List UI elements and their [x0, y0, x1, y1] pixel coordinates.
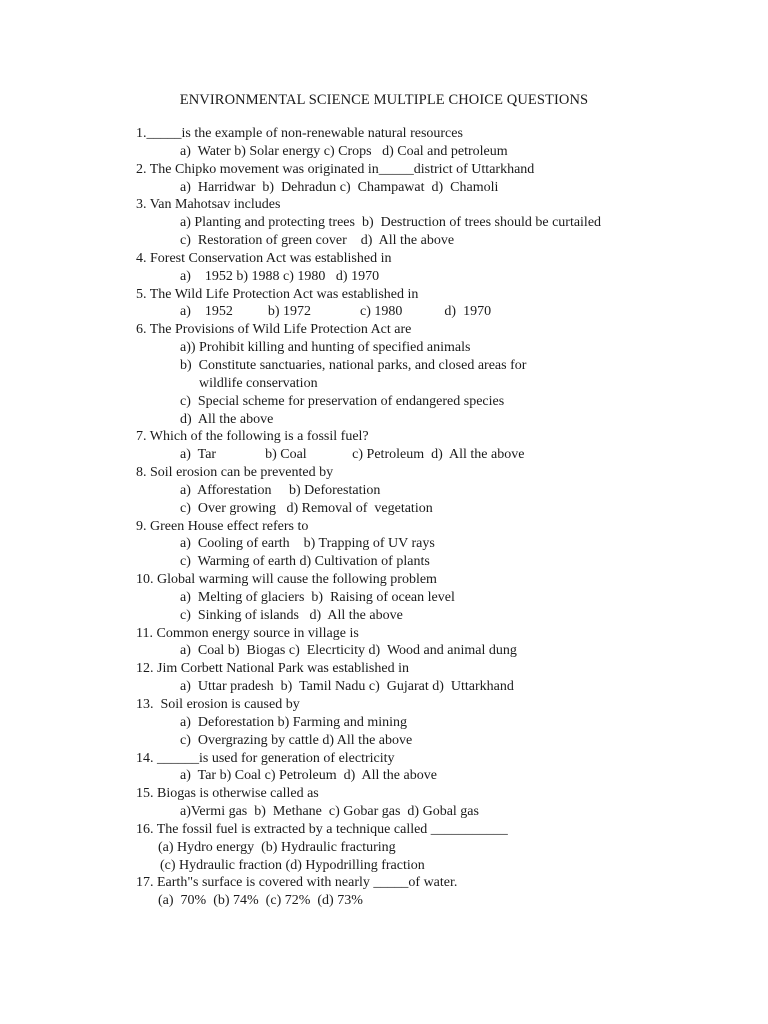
option-line: c) Sinking of islands d) All the above — [180, 607, 403, 623]
question-line: 12. Jim Corbett National Park was established in — [136, 661, 409, 677]
option-line: a) Water b) Solar energy c) Crops d) Coal and petroleum — [180, 143, 508, 159]
option-line: a) Uttar pradesh b) Tamil Nadu c) Gujarat d) Uttarkhand — [180, 679, 514, 695]
option-line: a) Tar b) Coal c) Petroleum d) All the above — [180, 768, 437, 784]
option-line: (a) 70% (b) 74% (c) 72% (d) 73% — [158, 893, 363, 909]
question-line: 3. Van Mahotsav includes — [136, 197, 281, 213]
question-line: 13. Soil erosion is caused by — [136, 697, 300, 712]
question-line: 17. Earth"s surface is covered with nearly _____of water. — [136, 875, 458, 891]
question-line: 15. Biogas is otherwise called as — [136, 786, 319, 802]
option-line: a) Deforestation b) Farming and mining — [180, 714, 408, 730]
option-line: (a) Hydro energy (b) Hydraulic fracturing — [158, 839, 396, 855]
option-line: a) Coal b) Biogas c) Elecrticity d) Wood and animal dung — [180, 643, 517, 659]
option-line: b) Constitute sanctuaries, national parks, and closed areas for — [180, 357, 527, 373]
option-line: a) Afforestation b) Deforestation — [180, 482, 381, 498]
option-line: c) Overgrazing by cattle d) All the above — [180, 732, 413, 748]
question-line: 14. ______is used for generation of electricity — [136, 750, 395, 766]
option-line: a)) Prohibit killing and hunting of specified animals — [180, 340, 471, 356]
option-line: c) Warming of earth d) Cultivation of plants — [180, 554, 430, 570]
option-line: c) Special scheme for preservation of endangered species — [180, 393, 505, 409]
option-line: a) Cooling of earth b) Trapping of UV rays — [180, 536, 435, 552]
option-line: a) 1952 b) 1988 c) 1980 d) 1970 — [180, 268, 380, 284]
question-line: 5. The Wild Life Protection Act was established in — [136, 286, 419, 302]
question-list — [0, 125, 768, 910]
option-line: a) Harridwar b) Dehradun c) Champawat d) Chamoli — [180, 179, 499, 195]
question-line: 7. Which of the following is a fossil fuel? — [136, 429, 369, 445]
question-line: 1._____is the example of non-renewable natural resources — [136, 126, 463, 141]
question-line: 4. Forest Conservation Act was established in — [136, 250, 392, 266]
question-line: 10. Global warming will cause the following problem — [136, 572, 437, 588]
option-line: d) All the above — [180, 411, 274, 427]
question-line: 2. The Chipko movement was originated in_____district of Uttarkhand — [136, 161, 535, 177]
page-title: ENVIRONMENTAL SCIENCE MULTIPLE CHOICE QUESTIONS — [179, 92, 589, 108]
option-line: (c) Hydraulic fraction (d) Hypodrilling fraction — [160, 857, 425, 873]
question-line: 16. The fossil fuel is extracted by a technique called ___________ — [136, 821, 508, 837]
question-line: 8. Soil erosion can be prevented by — [136, 465, 334, 481]
question-line: 6. The Provisions of Wild Life Protection Act are — [136, 322, 412, 338]
option-line: c) Restoration of green cover d) All the above — [180, 233, 455, 249]
option-line: wildlife conservation — [199, 375, 318, 391]
question-line: 9. Green House effect refers to — [136, 518, 309, 534]
option-line: a) Tar b) Coal c) Petroleum d) All the above — [180, 447, 525, 463]
question-line: 11. Common energy source in village is — [136, 625, 359, 641]
option-line: a) Melting of glaciers b) Raising of ocean level — [180, 589, 455, 605]
option-line: a)Vermi gas b) Methane c) Gobar gas d) Gobal gas — [180, 804, 479, 820]
option-line: a) 1952 b) 1972 c) 1980 d) 1970 — [180, 304, 492, 320]
option-line: a) Planting and protecting trees b) Destruction of trees should be curtailed — [180, 215, 602, 231]
option-line: c) Over growing d) Removal of vegetation — [180, 500, 433, 516]
